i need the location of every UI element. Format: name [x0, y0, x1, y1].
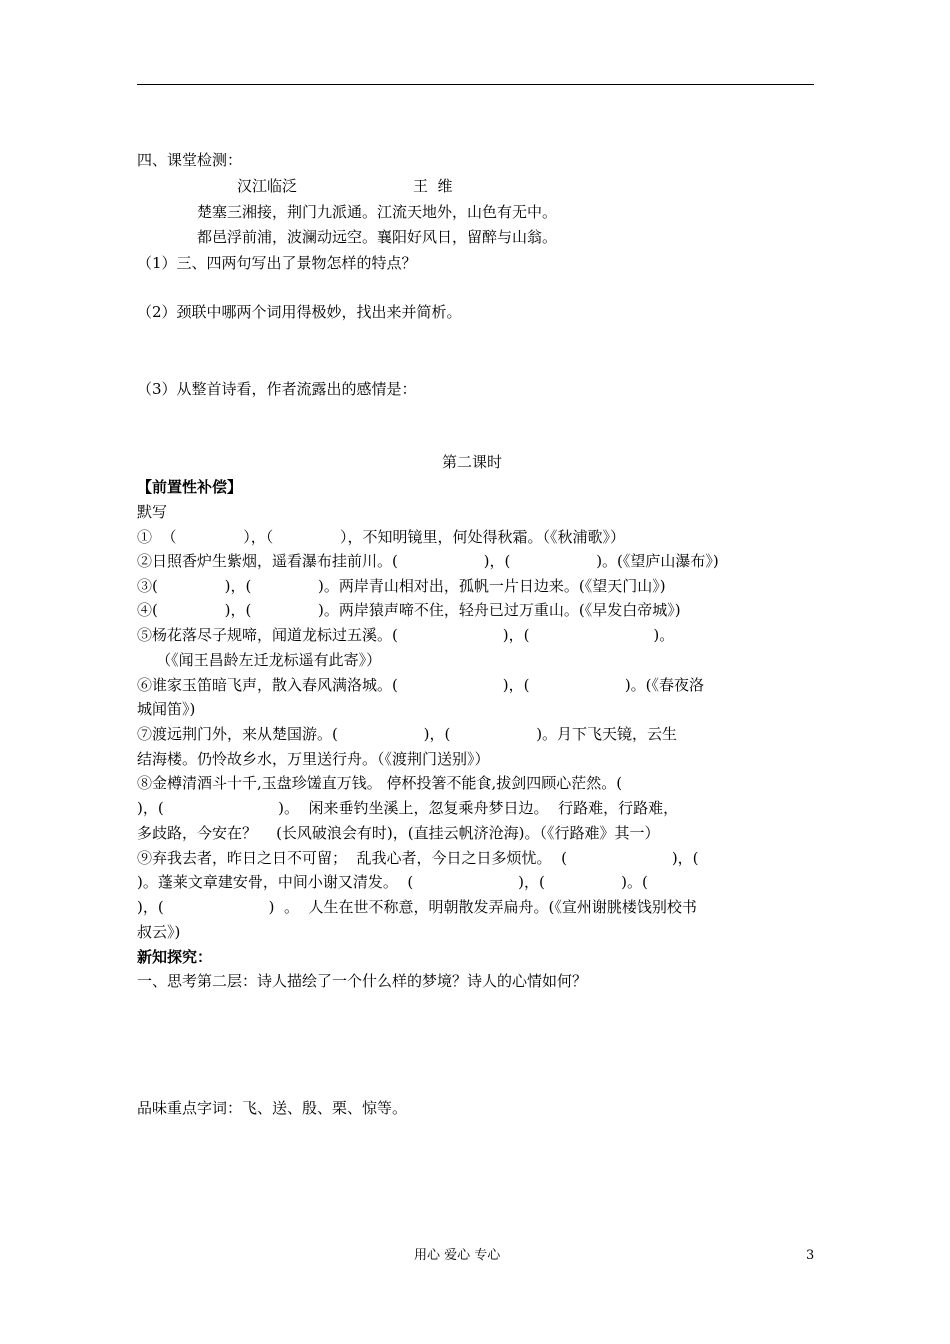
dictation-line: ②日照香炉生紫烟，遥看瀑布挂前川。( )，( )。(《望庐山瀑布》) [137, 552, 719, 570]
subheading: 【前置性补偿】 [137, 478, 243, 496]
new-knowledge-heading: 新知探究： [137, 948, 213, 966]
dictation-line: ⑧金樽清酒斗十千,玉盘珍馐直万钱。 停杯投箸不能食,拔剑四顾心茫然。( [137, 774, 623, 792]
dictation-line: ④( )，( )。两岸猿声啼不住，轻舟已过万重山。(《早发白帝城》) [137, 601, 681, 619]
poem-author: 王 维 [413, 177, 453, 195]
dictation-line: ⑨弃我去者，昨日之日不可留； 乱我心者，今日之日多烦忧。 ( )，( [137, 849, 699, 867]
poem-line: 都邑浮前浦，波澜动远空。襄阳好风日，留醉与山翁。 [197, 228, 558, 246]
dictation-line: ① （ ），（ ），不知明镜里，何处得秋霜。（《秋浦歌》） [137, 528, 626, 546]
dictation-line: 结海楼。仍怜故乡水，万里送行舟。（《渡荆门送别》） [137, 750, 490, 768]
dictation-line: 叔云》) [137, 923, 181, 941]
lesson-title: 第二课时 [442, 453, 503, 471]
question: （3）从整首诗看，作者流露出的感情是： [137, 380, 417, 398]
dictation-line: )。蓬莱文章建安骨，中间小谢又清发。 ( )，( )。( [137, 873, 648, 891]
section-heading: 四、课堂检测： [137, 151, 243, 169]
page-number: 3 [806, 1248, 815, 1263]
dictation-line: )，( )。 闲来垂钓坐溪上，忽复乘舟梦日边。 行路难，行路难， [137, 799, 679, 817]
dictation-line: ③( )，( )。两岸青山相对出，孤帆一片日边来。(《望天门山》) [137, 577, 666, 595]
poem-title: 汉江临泛 [237, 177, 298, 195]
think-question: 一、思考第二层：诗人描绘了一个什么样的梦境？诗人的心情如何？ [137, 972, 588, 990]
dictation-line: ⑦渡远荆门外，来从楚国游。( )，( )。月下飞天镜，云生 [137, 725, 678, 743]
question: （1）三、四两句写出了景物怎样的特点？ [137, 254, 417, 272]
question: （2）颈联中哪两个词用得极妙，找出来并简析。 [137, 303, 462, 321]
dictation-label: 默写 [137, 503, 168, 521]
footer-slogan: 用心 爱心 专心 [414, 1248, 501, 1263]
dictation-line: 多歧路，今安在？ (长风破浪会有时)，(直挂云帆济沧海)。（《行路难》其一） [137, 824, 660, 842]
dictation-line: ⑥谁家玉笛暗飞声，散入春风满洛城。( )，( )。(《春夜洛 [137, 676, 705, 694]
poem-line: 楚塞三湘接，荆门九派通。江流天地外，山色有无中。 [197, 203, 558, 221]
dictation-line: )，( ) 。 人生在世不称意，明朝散发弄扁舟。(《宣州谢朓楼饯别校书 [137, 898, 697, 916]
key-words: 品味重点字词：飞、送、殷、栗、惊等。 [137, 1099, 408, 1117]
header-rule [137, 84, 814, 85]
dictation-line: 城闻笛》) [137, 700, 196, 718]
dictation-line: ⑤杨花落尽子规啼，闻道龙标过五溪。( )，( )。 [137, 626, 675, 644]
dictation-line: （《闻王昌龄左迁龙标遥有此寄》） [137, 651, 382, 669]
